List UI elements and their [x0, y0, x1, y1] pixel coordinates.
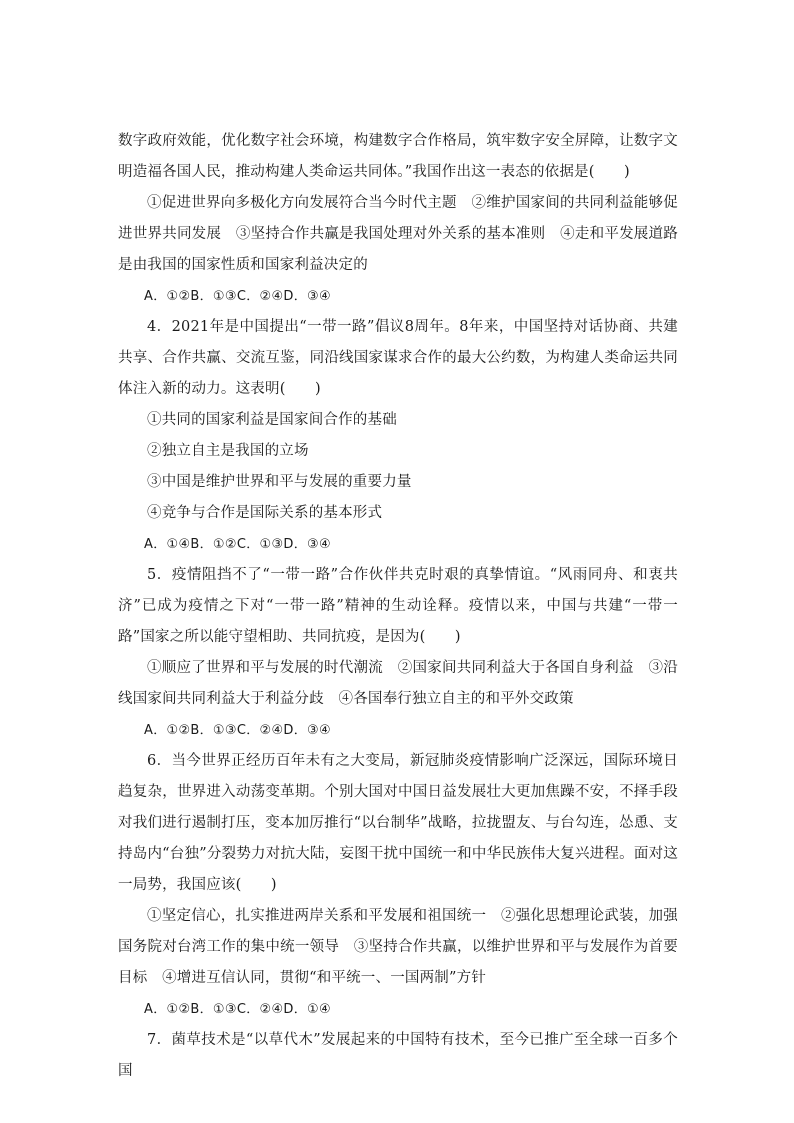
question-4-option-2: ②独立自主是我国的立场	[147, 443, 309, 459]
question-6-answers: A．①②B．①③C．②④D．①④	[144, 1002, 331, 1017]
question-4-option-1: ①共同的国家利益是国家间合作的基础	[147, 412, 397, 428]
question-3-continuation: 数字政府效能，优化数字社会环境，构建数字合作格局，筑牢数字安全屏障，让数字文明造福各国人民，推动构建人类命运共同体。”我国作出这一表态的依据是( )	[118, 133, 678, 180]
question-5-answers: A．①②B．①③C．②④D．③④	[144, 723, 331, 738]
question-3-answers: A．①②B．①③C．②④D．③④	[144, 289, 331, 304]
question-7-stem: 7．菌草技术是“以草代木”发展起来的中国特有技术，至今已推广至全球一百多个国	[118, 1032, 678, 1079]
question-4-answers: A．①④B．①②C．①③D．③④	[144, 537, 331, 552]
question-6-stem: 6．当今世界正经历百年未有之大变局，新冠肺炎疫情影响广泛深远，国际环境日趋复杂，世界进入动荡变革期。个别大国对中国日益发展壮大更加焦躁不安，不择手段对我们进行遏制打压，变本加厉推行“以台制华”战略，拉拢盟友、与台勾连，怂恿、支持岛内“台独”分裂势力对抗大陆，妄图干扰中国统一和中华民族伟大复兴进程。面对这一局势，我国应该( )	[118, 753, 678, 893]
question-4-stem: 4．2021年是中国提出“一带一路”倡议8周年。8年来，中国坚持对话协商、共建共享、合作共赢、交流互鉴，同沿线国家谋求合作的最大公约数，为构建人类命运共同体注入新的动力。这表明( )	[118, 319, 678, 397]
question-6-options: ①坚定信心，扎实推进两岸关系和平发展和祖国统一 ②强化思想理论武装，加强国务院对台湾工作的集中统一领导 ③坚持合作共赢，以维护世界和平与发展作为首要目标 ④增进互信认同，贯彻“和平统一、一国两制”方针	[118, 908, 678, 986]
question-5-stem: 5．疫情阻挡不了“一带一路”合作伙伴共克时艰的真挚情谊。“风雨同舟、和衷共济”已成为疫情之下对“一带一路”精神的生动诠释。疫情以来，中国与共建“一带一路”国家之所以能守望相助、共同抗疫，是因为( )	[118, 567, 678, 645]
document-body	[118, 126, 678, 1087]
question-4-option-4: ④竞争与合作是国际关系的基本形式	[147, 505, 383, 521]
question-4-option-3: ③中国是维护世界和平与发展的重要力量	[147, 474, 412, 490]
question-5-options: ①顺应了世界和平与发展的时代潮流 ②国家间共同利益大于各国自身利益 ③沿线国家间共同利益大于利益分歧 ④各国奉行独立自主的和平外交政策	[118, 660, 678, 707]
question-3-options: ①促进世界向多极化方向发展符合当今时代主题 ②维护国家间的共同利益能够促进世界共同发展 ③坚持合作共赢是我国处理对外关系的基本准则 ④走和平发展道路是由我国的国家性质和国家利益决定的	[118, 195, 678, 273]
